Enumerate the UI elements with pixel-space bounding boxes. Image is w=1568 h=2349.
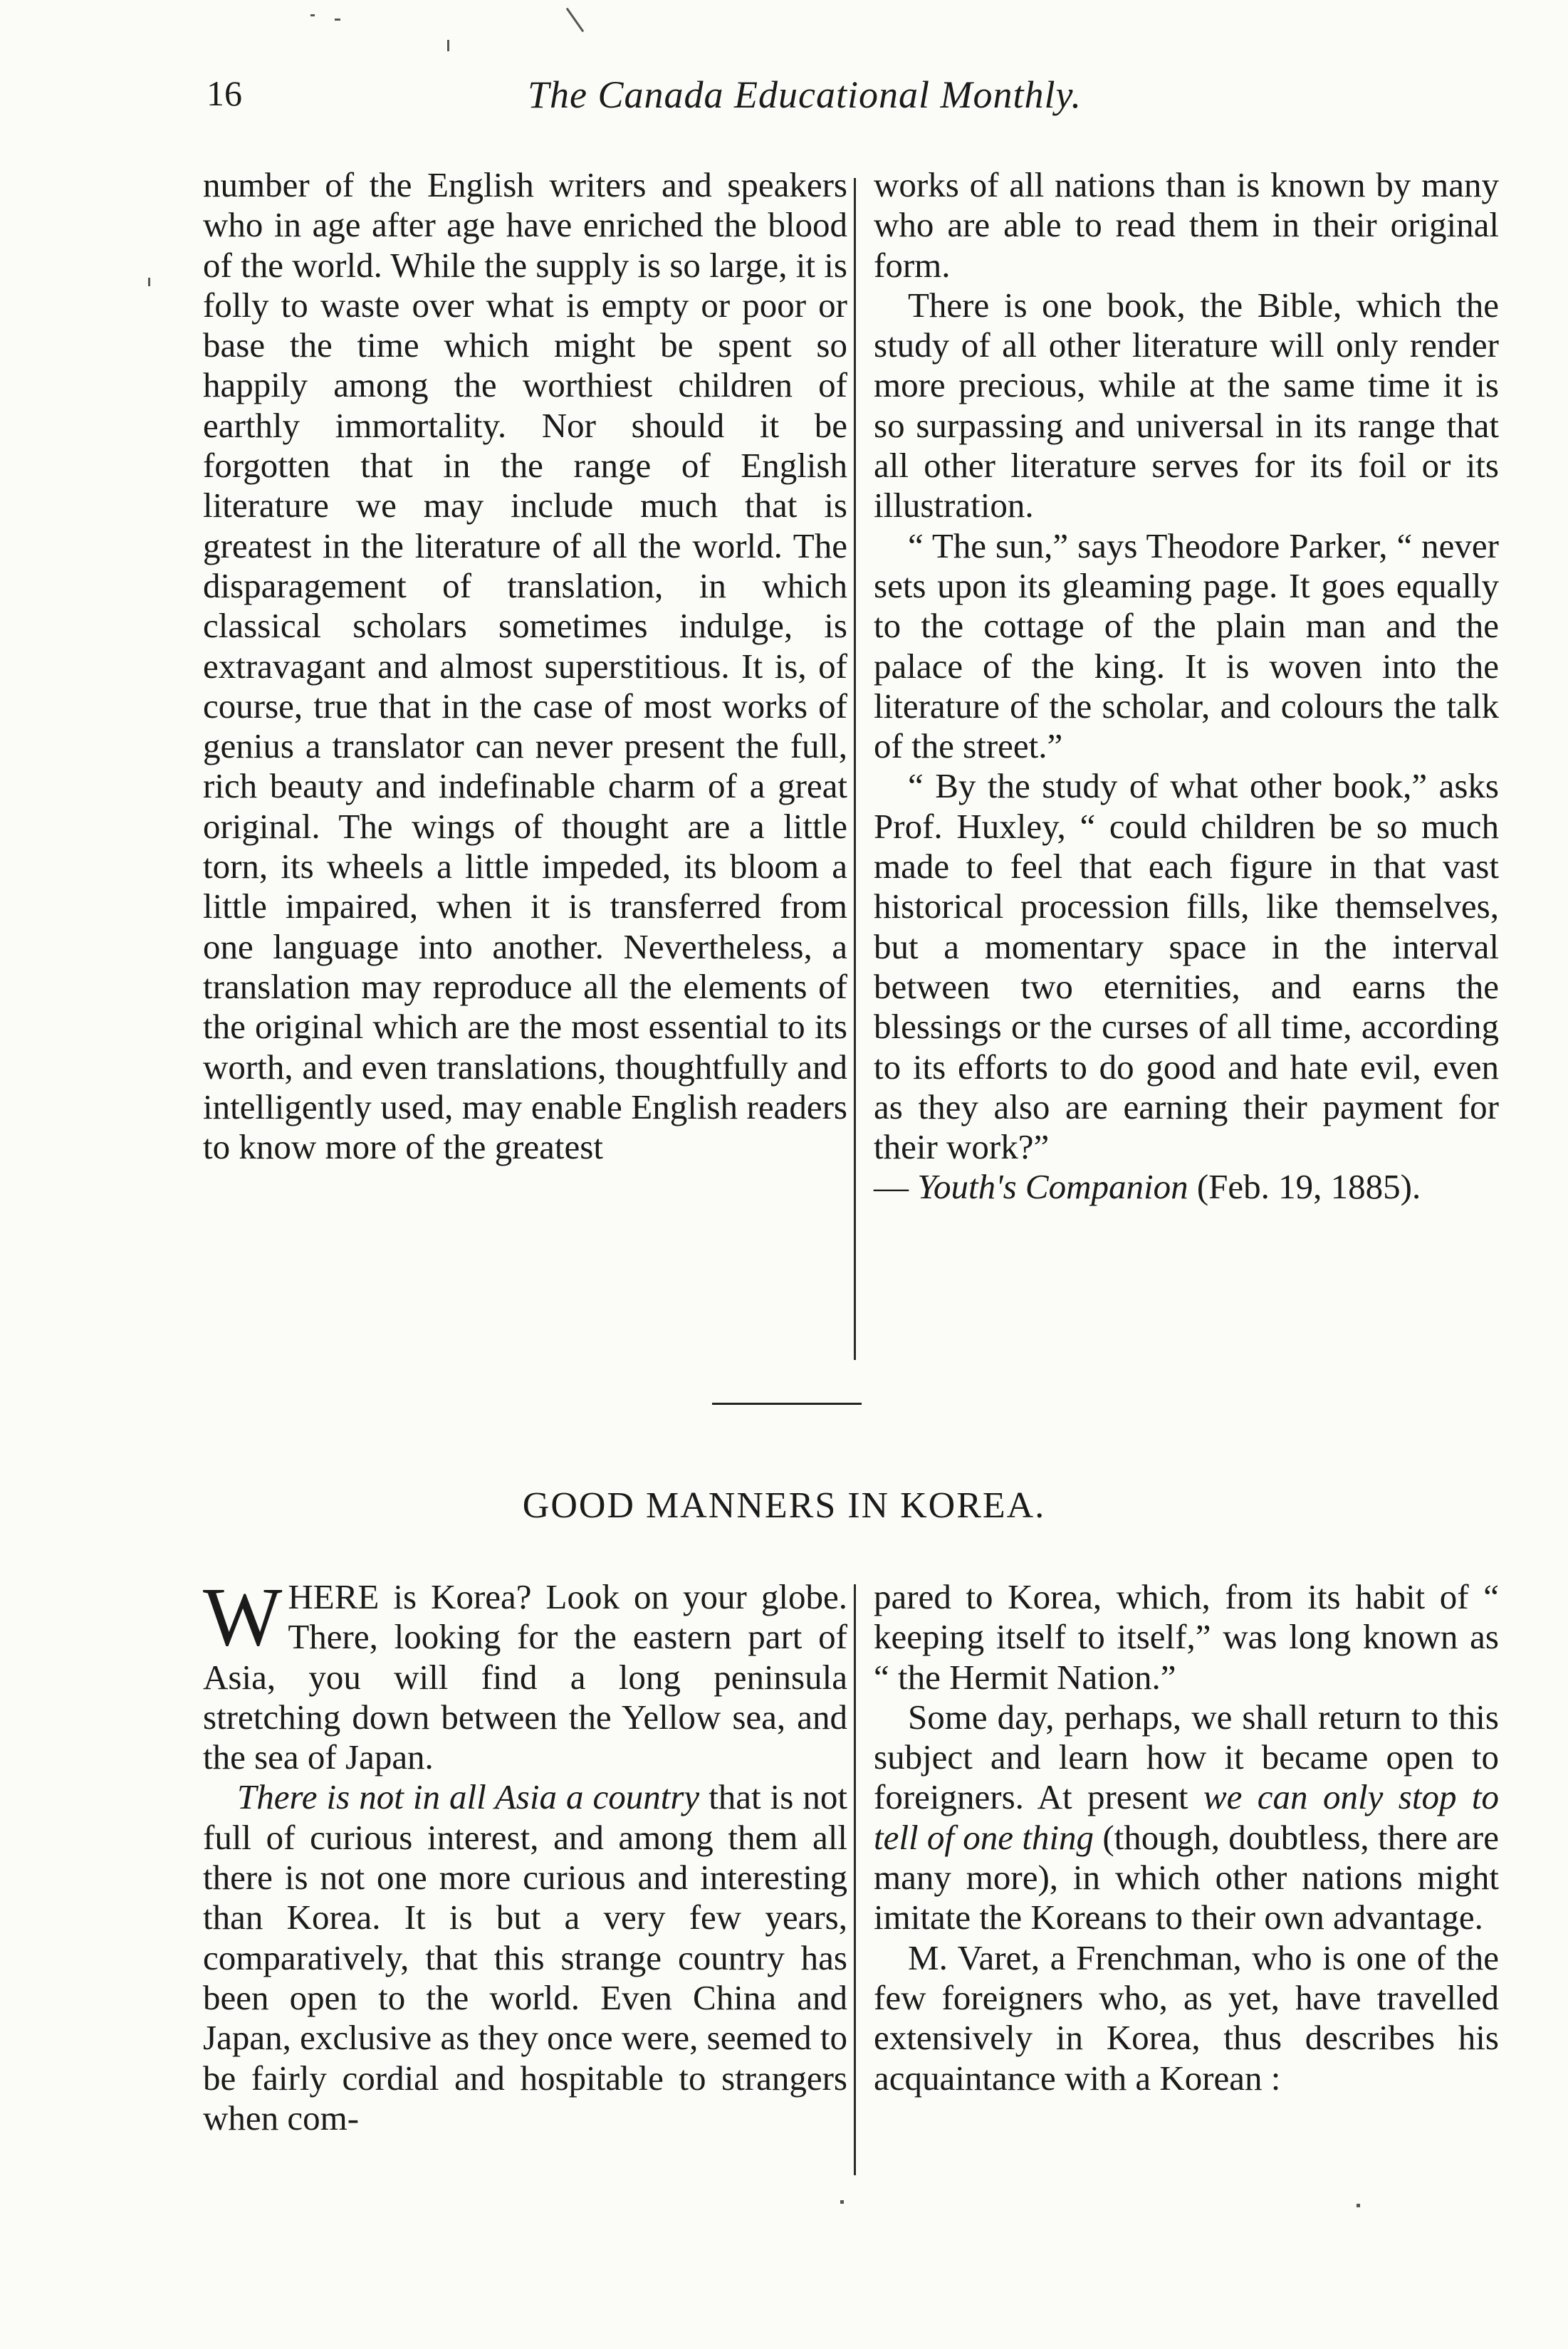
- article2-left-column: [203, 1570, 847, 2138]
- article2-paragraph-1: [203, 1570, 847, 1777]
- drop-cap: W: [203, 1570, 283, 1663]
- column-divider-top: [854, 178, 856, 1360]
- article1-right-column: [874, 165, 1499, 1208]
- article2-paragraph-3-italic: we can only stop to tell of one thing: [874, 1777, 1499, 1857]
- citation-source: Youth's Companion: [917, 1167, 1188, 1207]
- article2-right-column: [874, 1577, 1499, 2098]
- article2-paragraph-2: [203, 1777, 847, 2138]
- article1-left-column: [203, 165, 847, 1167]
- article1-paragraph-huxley: “ By the study of what other book,” asks Prof. Huxley, “ could children be so much made to feel that each figure in that vast historical procession fills, like themselves, but a momentary space in the interval between two eternities, and earns the blessings or the curses of all time, according to its efforts to do good and hate evil, even as they also are earning their payment for their work?”: [874, 766, 1499, 1167]
- article2-continuation: pared to Korea, which, from its habit of “ keeping itself to itself,” was long known as “ the Hermit Nation.”: [874, 1577, 1499, 1697]
- journal-title: The Canada Educational Monthly.: [528, 73, 1082, 116]
- article2-paragraph-3-start: Some day, perhaps, we shall return to this subject and learn how it became open to foreigners. At present: [874, 1697, 1499, 1817]
- article1-paragraph-parker: “ The sun,” says Theodore Parker, “ never sets upon its gleaming page. It goes equally to the cottage of the plain man and the palace of the king. It is woven into the literature of the scholar, and colours the talk of the street.”: [874, 525, 1499, 766]
- page-number: 16: [207, 73, 242, 113]
- column-divider-bottom: [854, 1584, 856, 2175]
- article2-paragraph-2-italic: There is not in all Asia a country: [237, 1777, 700, 1817]
- article1-left-paragraph: number of the English writers and speakers who in age after age have enriched the blood of the world. While the supply is so large, it is folly to waste over what is empty or poor or base the time which might be spent so happily among the worthiest children of earthly immortality. Nor should it be forgotten that in the range of English literature we may include much that is greatest in the literature of all the world. The disparagement of translation, in which classical scholars sometimes indulge, is extravagant and almost superstitious. It is, of course, true that in the case of most works of genius a translator can never present the full, rich beauty and indefinable charm of a great original. The wings of thought are a little torn, its wheels a little impeded, its bloom a little impaired, when it is transferred from one language into another. Nevertheless, a translation may reproduce all the elements of the original which are the most essential to its worth, and even translations, thoughtfully and intelligently used, may enable English readers to know more of the greatest: [203, 165, 847, 1167]
- citation-dash: —: [874, 1167, 918, 1207]
- running-header: [192, 73, 1417, 122]
- article2-title: GOOD MANNERS IN KOREA.: [522, 1485, 1046, 1526]
- article1-citation: [874, 1167, 1499, 1207]
- article1-continuation: works of all nations than is known by many who are able to read them in their original form.: [874, 165, 1499, 285]
- citation-date: (Feb. 19, 1885).: [1188, 1167, 1421, 1207]
- article1-paragraph-bible: There is one book, the Bible, which the study of all other literature will only render more precious, while at the same time it is so surpassing and universal in its range that all other literature serves for its foil or its illustration.: [874, 285, 1499, 525]
- article2-paragraph-3: [874, 1697, 1499, 1938]
- article2-paragraph-4: M. Varet, a Frenchman, who is one of the few foreigners who, as yet, have travelled extensively in Korea, thus describes his acquaintance with a Korean :: [874, 1937, 1499, 2098]
- article2-paragraph-1-text: HERE is Korea? Look on your globe. There, looking for the eastern part of Asia, you will find a long peninsula stretching down between the Yellow sea, and the sea of Japan.: [203, 1577, 847, 1777]
- section-separator: [712, 1403, 862, 1405]
- article2-paragraph-3-end: (though, doubtless, there are many more), in which other nations might imitate the Koreans to their own advantage.: [874, 1817, 1499, 1937]
- article2-paragraph-2-text: that is not full of curious interest, and among them all there is not one more curious and interesting than Korea. It is but a very few years, comparatively, that this strange country has been open to the world. Even China and Japan, exclusive as they once were, seemed to be fairly cordial and hospitable to strangers when com-: [203, 1777, 847, 2138]
